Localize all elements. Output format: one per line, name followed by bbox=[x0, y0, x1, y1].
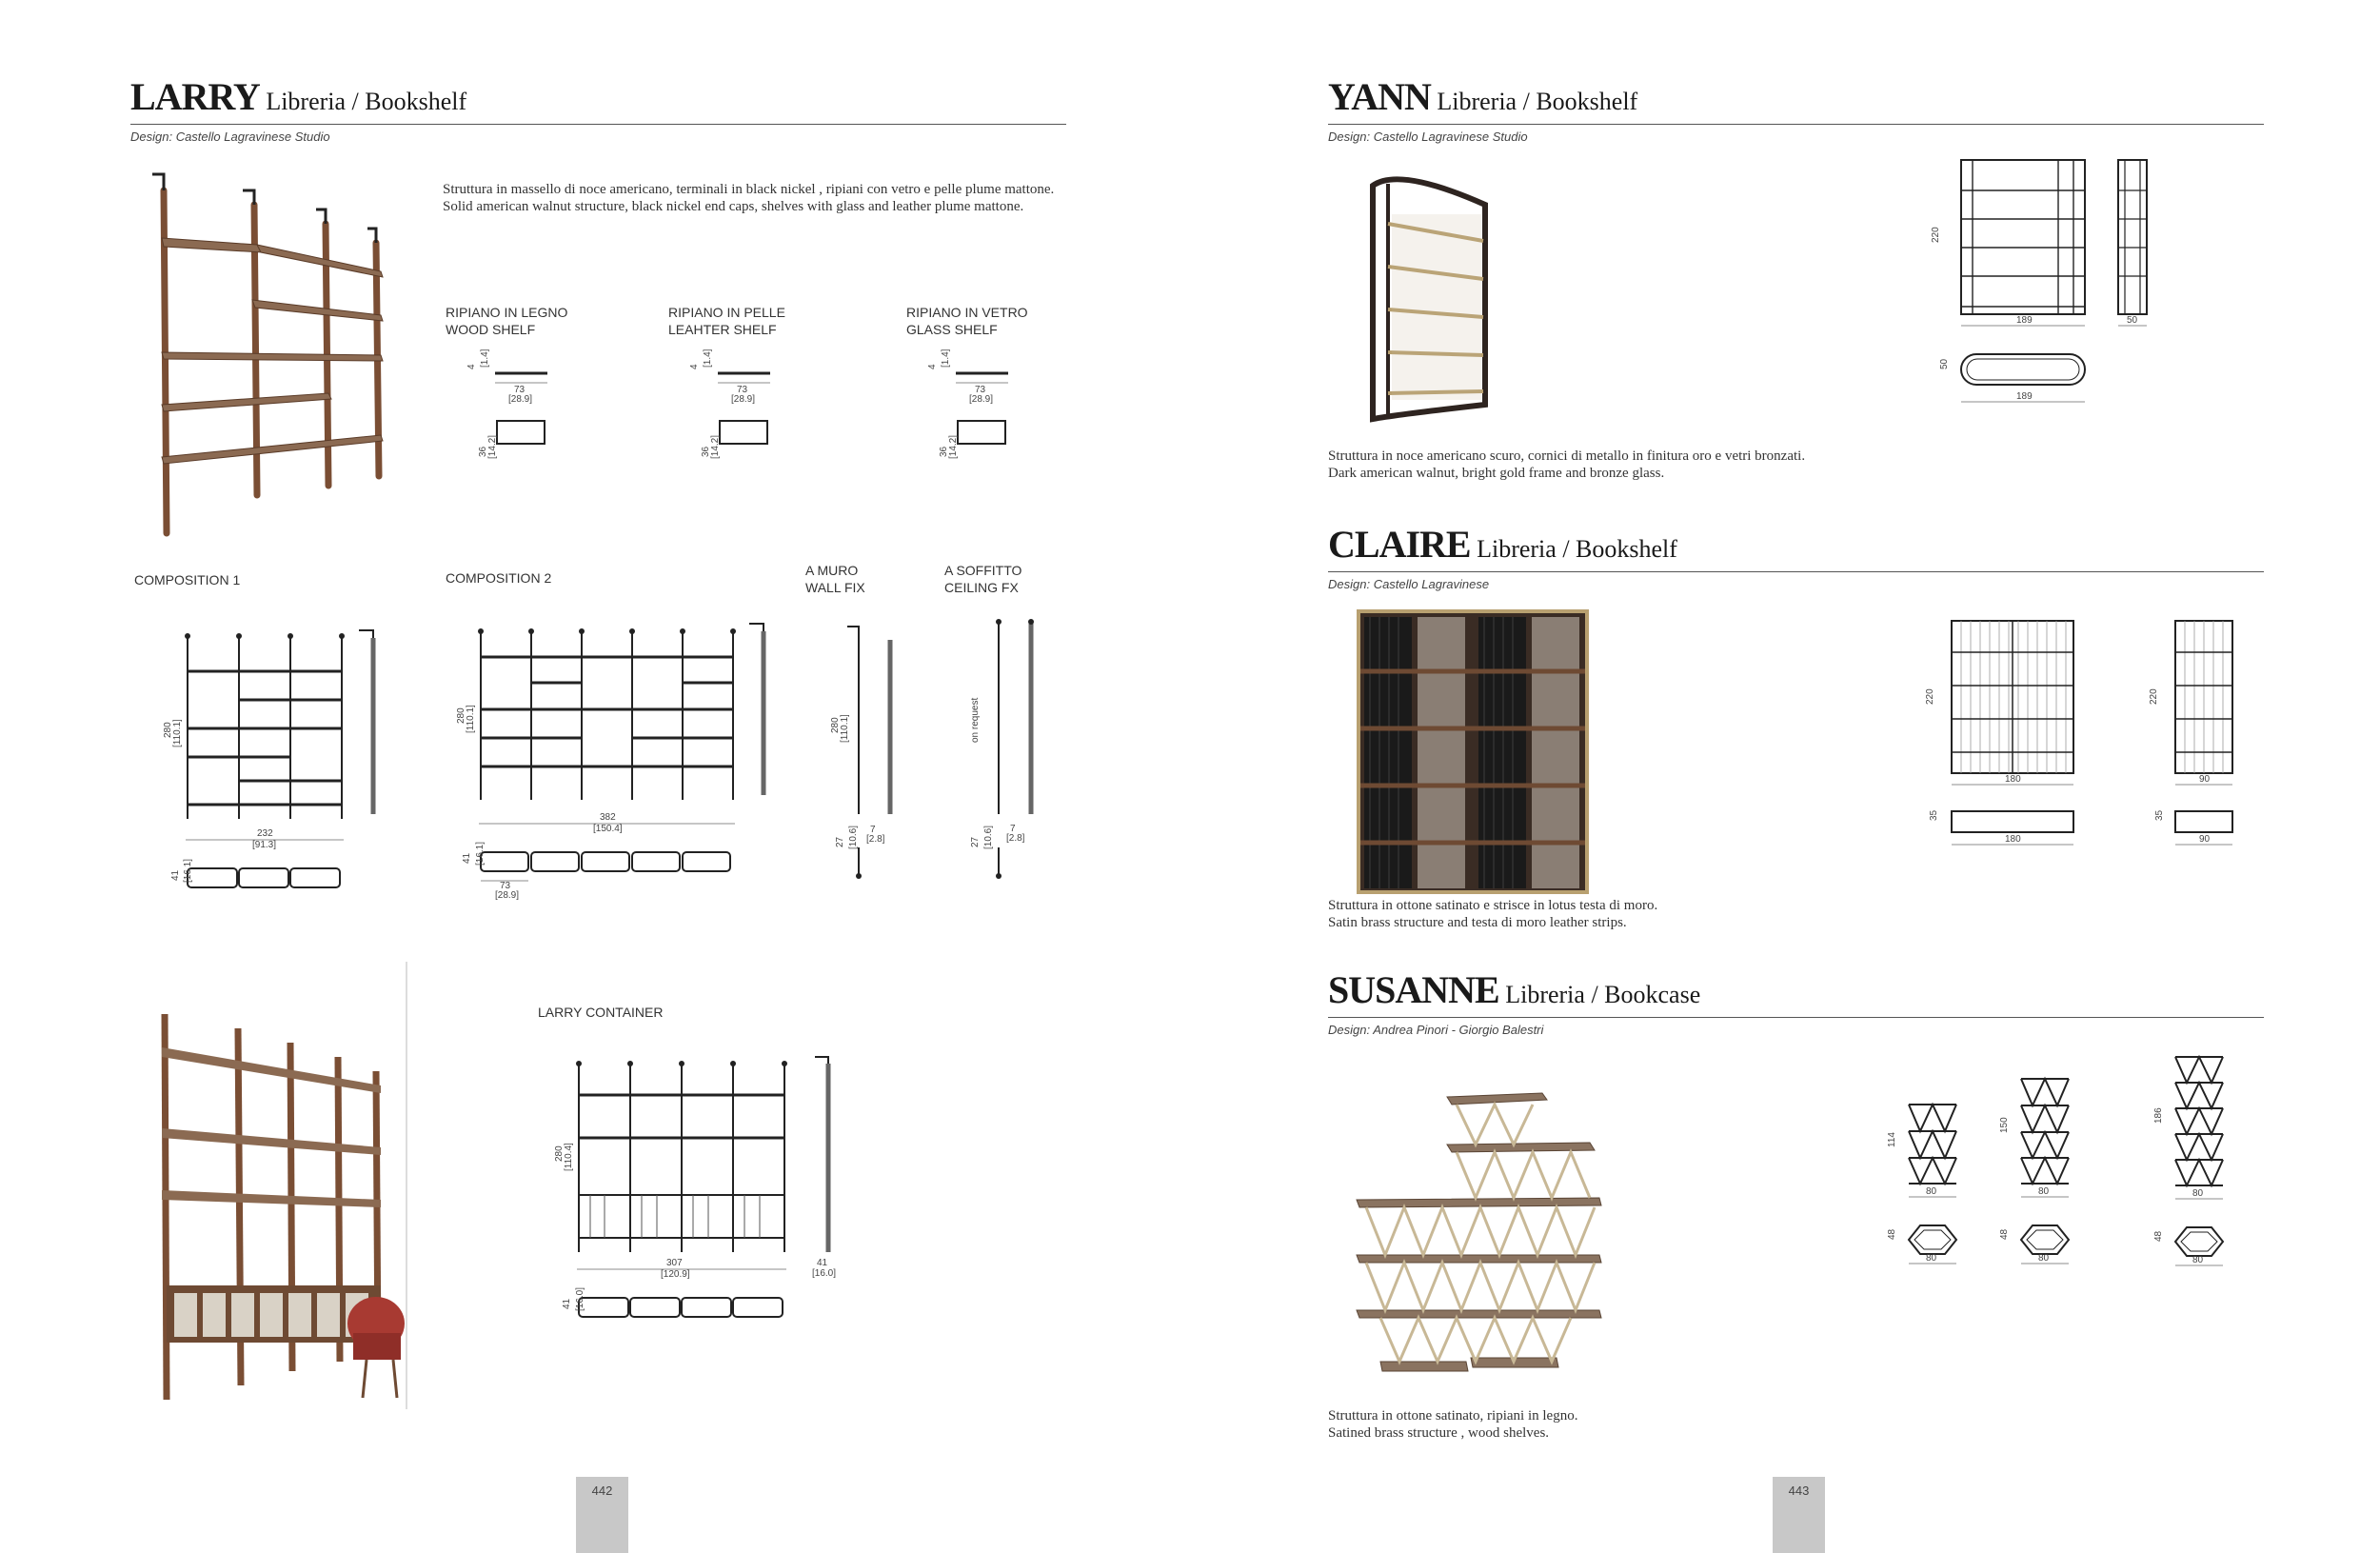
shelf-glass-w-in: [28.9] bbox=[969, 394, 994, 405]
shelf-wood-d: 36 bbox=[478, 446, 488, 457]
comp2-d-in: [16.1] bbox=[475, 841, 486, 866]
comp2-h: 280 bbox=[456, 707, 466, 724]
wall-fix-s: 7 bbox=[870, 825, 876, 835]
susanne-description-en: Satined brass structure , wood shelves. bbox=[1328, 1425, 1550, 1441]
susanne-d3: 48 bbox=[2153, 1230, 2164, 1242]
susanne-description-it: Struttura in ottone satinato, ripiani in legno. bbox=[1328, 1408, 1578, 1424]
shelf-wood-thk: 4 bbox=[466, 364, 477, 369]
comp2-m-in: [28.9] bbox=[495, 890, 520, 900]
container-h: 280 bbox=[554, 1145, 565, 1162]
wall-fix-label-it: A MURO bbox=[805, 563, 859, 578]
shelf-leather-d: 36 bbox=[701, 446, 711, 457]
yann-name: YANN bbox=[1328, 75, 1431, 118]
shelf-leather-label-it: RIPIANO IN PELLE bbox=[668, 305, 785, 320]
composition2-drawing bbox=[452, 614, 795, 900]
yann-description bbox=[1328, 448, 1994, 482]
shelf-wood-drawing bbox=[466, 343, 571, 476]
susanne-title bbox=[1328, 967, 1700, 1012]
container-d: 41 bbox=[562, 1298, 572, 1309]
susanne-pw1: 80 bbox=[1926, 1253, 1937, 1264]
wall-fix-base: 27 bbox=[835, 836, 845, 847]
susanne-pw3: 80 bbox=[2192, 1255, 2204, 1265]
yann-designer: Design: Castello Lagravinese Studio bbox=[1328, 129, 1528, 144]
susanne-type: Libreria / Bookcase bbox=[1505, 981, 1701, 1008]
susanne-d2: 48 bbox=[1999, 1228, 2010, 1240]
wall-fix-label bbox=[805, 562, 865, 596]
claire-rule bbox=[1328, 571, 2264, 572]
ceiling-fix-base: 27 bbox=[970, 836, 981, 847]
shelf-wood-label-en: WOOD SHELF bbox=[446, 322, 536, 337]
page-number-right: 443 bbox=[1773, 1477, 1825, 1553]
shelf-leather-label bbox=[668, 304, 785, 338]
ceiling-fix-label bbox=[944, 562, 1021, 596]
ceiling-fix-label-it: A SOFFITTO bbox=[944, 563, 1022, 578]
container-d2: 41 bbox=[817, 1258, 828, 1268]
larry-description-en: Solid american walnut structure, black nickel end caps, shelves with glass and leather plume mattone. bbox=[443, 199, 1024, 214]
shelf-leather-thk-in: [1.4] bbox=[703, 348, 713, 368]
yann-type: Libreria / Bookshelf bbox=[1437, 88, 1638, 115]
larry-description bbox=[443, 181, 1071, 215]
claire-pw2: 90 bbox=[2199, 834, 2211, 845]
wall-fix-s-in: [2.8] bbox=[866, 834, 885, 845]
claire-pw1: 180 bbox=[2005, 834, 2021, 845]
shelf-leather-w-in: [28.9] bbox=[731, 394, 756, 405]
shelf-leather-w: 73 bbox=[737, 385, 748, 395]
larry-description-it: Struttura in massello di noce americano, terminali in black nickel , ripiani con vetro e pelle plume mattone. bbox=[443, 182, 1055, 197]
ceiling-fix-s-in: [2.8] bbox=[1006, 833, 1025, 844]
claire-d1: 35 bbox=[1929, 809, 1939, 821]
shelf-glass-label-en: GLASS SHELF bbox=[906, 322, 998, 337]
claire-w2: 90 bbox=[2199, 774, 2211, 785]
composition1-drawing bbox=[157, 619, 405, 895]
shelf-leather-drawing bbox=[689, 343, 794, 476]
larry-name: LARRY bbox=[130, 75, 260, 118]
comp2-d: 41 bbox=[462, 852, 472, 864]
container-w-in: [120.9] bbox=[661, 1269, 690, 1280]
comp2-m: 73 bbox=[500, 881, 511, 891]
susanne-drawing bbox=[1871, 1052, 2271, 1290]
wall-fix-h-in: [110.1] bbox=[840, 714, 850, 743]
ceiling-fix-label-en: CEILING FX bbox=[944, 580, 1019, 595]
claire-h2: 220 bbox=[2149, 688, 2159, 705]
yann-d: 50 bbox=[2127, 315, 2138, 326]
comp1-h-in: [110.1] bbox=[172, 719, 183, 747]
shelf-glass-d: 36 bbox=[939, 446, 949, 457]
shelf-glass-d-in: [14.2] bbox=[948, 434, 959, 459]
wall-fix-base-in: [10.6] bbox=[848, 825, 859, 849]
larry-designer: Design: Castello Lagravinese Studio bbox=[130, 129, 330, 144]
claire-description-it: Struttura in ottone satinato e strisce in lotus testa di moro. bbox=[1328, 898, 1658, 913]
shelf-wood-label-it: RIPIANO IN LEGNO bbox=[446, 305, 568, 320]
claire-name: CLAIRE bbox=[1328, 523, 1471, 566]
susanne-h1: 114 bbox=[1887, 1132, 1897, 1147]
susanne-name: SUSANNE bbox=[1328, 968, 1499, 1011]
claire-d2: 35 bbox=[2154, 809, 2165, 821]
container-label: LARRY CONTAINER bbox=[538, 1005, 664, 1020]
susanne-d1: 48 bbox=[1887, 1228, 1897, 1240]
shelf-glass-thk: 4 bbox=[927, 364, 938, 369]
yann-description-en: Dark american walnut, bright gold frame and bronze glass. bbox=[1328, 466, 1665, 481]
yann-drawing bbox=[1923, 152, 2171, 409]
shelf-glass-label-it: RIPIANO IN VETRO bbox=[906, 305, 1028, 320]
shelf-wood-w-in: [28.9] bbox=[508, 394, 533, 405]
shelf-glass-drawing bbox=[927, 343, 1032, 476]
claire-h1: 220 bbox=[1925, 688, 1935, 705]
susanne-pw2: 80 bbox=[2038, 1253, 2050, 1264]
claire-designer: Design: Castello Lagravinese bbox=[1328, 577, 1490, 591]
shelf-wood-thk-in: [1.4] bbox=[480, 348, 490, 368]
ceiling-fix-note: on request bbox=[970, 697, 981, 743]
ceiling-fix-base-in: [10.6] bbox=[983, 825, 994, 849]
larry-interior-photo bbox=[129, 962, 414, 1409]
shelf-glass-label bbox=[906, 304, 1028, 338]
susanne-w1: 80 bbox=[1926, 1186, 1937, 1197]
yann-plan-w: 189 bbox=[2016, 391, 2033, 402]
wall-fix-label-en: WALL FIX bbox=[805, 580, 865, 595]
susanne-h2: 150 bbox=[1999, 1117, 2010, 1133]
composition2-label: COMPOSITION 2 bbox=[446, 570, 552, 586]
ceiling-fix-s: 7 bbox=[1010, 824, 1016, 834]
container-d2-in: [16.0] bbox=[812, 1268, 837, 1279]
wall-fix-h: 280 bbox=[830, 717, 841, 733]
container-w: 307 bbox=[666, 1258, 683, 1268]
comp2-w: 382 bbox=[600, 812, 616, 823]
comp2-h-in: [110.1] bbox=[466, 705, 476, 733]
larry-photo bbox=[143, 167, 400, 543]
shelf-leather-label-en: LEAHTER SHELF bbox=[668, 322, 777, 337]
larry-rule bbox=[130, 124, 1066, 125]
comp1-d: 41 bbox=[170, 869, 181, 881]
ceiling-fix-drawing bbox=[957, 614, 1052, 886]
shelf-wood-label bbox=[446, 304, 567, 338]
yann-h: 220 bbox=[1931, 227, 1941, 243]
comp1-h: 280 bbox=[163, 722, 173, 738]
yann-photo bbox=[1361, 167, 1504, 424]
claire-photo bbox=[1357, 609, 1590, 895]
wall-fix-drawing bbox=[819, 619, 904, 886]
shelf-glass-w: 73 bbox=[975, 385, 986, 395]
susanne-designer: Design: Andrea Pinori - Giorgio Balestri bbox=[1328, 1023, 1544, 1037]
comp1-w-in: [91.3] bbox=[252, 840, 277, 850]
shelf-leather-thk: 4 bbox=[689, 364, 700, 369]
page-number-left: 442 bbox=[576, 1477, 628, 1553]
shelf-wood-w: 73 bbox=[514, 385, 526, 395]
container-d-in: [16.0] bbox=[575, 1286, 585, 1311]
susanne-w3: 80 bbox=[2192, 1188, 2204, 1199]
claire-description-en: Satin brass structure and testa di moro leather strips. bbox=[1328, 915, 1627, 930]
yann-plan-d: 50 bbox=[1939, 358, 1950, 369]
susanne-description bbox=[1328, 1407, 1994, 1442]
container-drawing bbox=[543, 1052, 847, 1338]
shelf-leather-d-in: [14.2] bbox=[710, 434, 721, 459]
claire-title bbox=[1328, 522, 1677, 567]
yann-rule bbox=[1328, 124, 2264, 125]
comp1-w: 232 bbox=[257, 828, 273, 839]
claire-description bbox=[1328, 897, 1994, 931]
yann-description-it: Struttura in noce americano scuro, cornici di metallo in finitura oro e vetri bronzati. bbox=[1328, 448, 1806, 464]
yann-w: 189 bbox=[2016, 315, 2033, 326]
susanne-rule bbox=[1328, 1017, 2264, 1018]
claire-type: Libreria / Bookshelf bbox=[1477, 535, 1677, 563]
susanne-h3: 186 bbox=[2153, 1107, 2164, 1124]
yann-title bbox=[1328, 74, 1637, 119]
shelf-wood-d-in: [14.2] bbox=[487, 434, 498, 459]
container-h-in: [110.4] bbox=[564, 1143, 574, 1171]
comp2-w-in: [150.4] bbox=[593, 824, 623, 834]
susanne-photo bbox=[1352, 1085, 1637, 1381]
claire-drawing bbox=[1914, 609, 2275, 857]
shelf-glass-thk-in: [1.4] bbox=[941, 348, 951, 368]
claire-w1: 180 bbox=[2005, 774, 2021, 785]
larry-title bbox=[130, 74, 466, 119]
composition1-label: COMPOSITION 1 bbox=[134, 572, 241, 587]
larry-type: Libreria / Bookshelf bbox=[266, 88, 467, 115]
comp1-d-in: [16.1] bbox=[183, 858, 193, 883]
susanne-w2: 80 bbox=[2038, 1186, 2050, 1197]
